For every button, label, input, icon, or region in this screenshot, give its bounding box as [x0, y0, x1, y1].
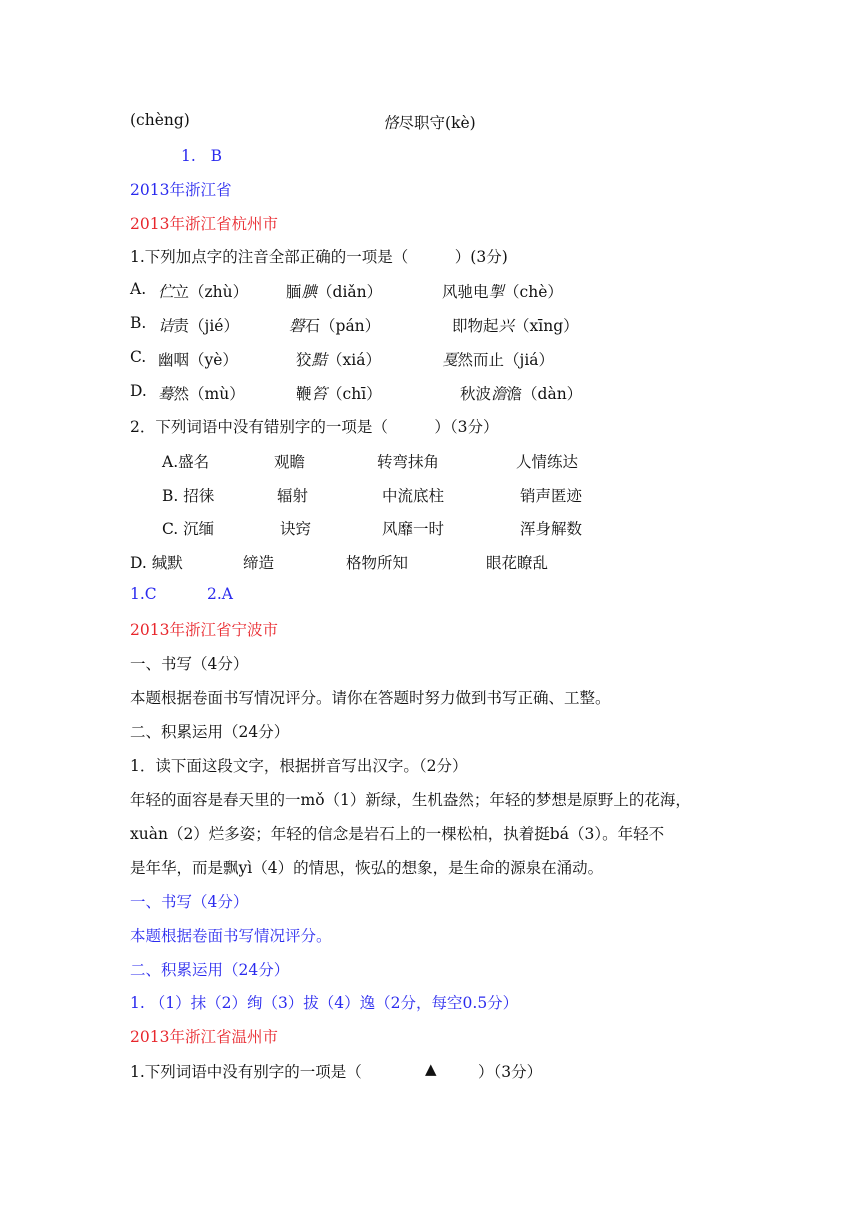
nb-passage-line-2: xuàn（2）烂多姿；年轻的信念是岩石上的一棵松柏，执着挺bá（3）。年轻不 [130, 825, 665, 843]
heading-wenzhou: 2013年浙江省温州市 [130, 1028, 278, 1046]
hz-option-d: D. 蓦然（mù） 鞭笞（chī） 秋波澹澹（dàn） [130, 382, 583, 403]
nb-passage-line-3: 是年华，而是飘yì（4）的情思，恢弘的想象，是生命的源泉在涌动。 [130, 859, 604, 877]
pinyin-cheng: (chèng) [130, 111, 190, 129]
hz-question-2: 2．下列词语中没有错别字的一项是（ ）（3分） [130, 418, 499, 436]
nb-passage-line-1: 年轻的面容是春天里的一mǒ（1）新绿，生机盎然；年轻的梦想是原野上的花海， [130, 791, 691, 809]
idiom-kejin: 恪尽职守(kè) [383, 114, 476, 132]
nb-question-1: 1．读下面这段文字，根据拼音写出汉字。（2分） [130, 757, 468, 775]
nb-answer-section-1: 一、书写（4分） [130, 893, 249, 911]
heading-zhejiang: 2013年浙江省 [130, 181, 232, 199]
hz-option-b: B. 诘责（jié） 磐石（pán） 即物起兴（xīng） [130, 314, 579, 335]
answer-b: 1. B [181, 147, 222, 165]
hz-answers: 1.C 2.A [130, 585, 233, 603]
nb-section-2: 二、积累运用（24分） [130, 723, 290, 741]
hz-q2-option-c: C. 沉缅 诀窍 风靡一时 浑身解数 [162, 520, 583, 538]
nb-section-1: 一、书写（4分） [130, 655, 249, 673]
hz-option-c: C. 幽咽（yè） 狡黠（xiá） 戛然而止（jiá） [130, 348, 555, 369]
nb-answer-question-1: 1. （1）抹（2）绚（3）拔（4）逸（2分，每空0.5分） [130, 994, 519, 1012]
wz-question-1: 1.下列词语中没有别字的一项是（ ▲ ）（3分） [130, 1060, 543, 1081]
nb-answer-section-2: 二、积累运用（24分） [130, 961, 290, 979]
hz-q2-option-b: B. 招徕 辐射 中流底柱 销声匿迹 [162, 487, 583, 505]
heading-ningbo: 2013年浙江省宁波市 [130, 621, 278, 639]
heading-hangzhou: 2013年浙江省杭州市 [130, 215, 278, 233]
hz-option-a: A. 伫立（zhù） 腼腆（diǎn） 风驰电掣（chè） [130, 280, 563, 301]
hz-question-1: 1.下列加点字的注音全部正确的一项是（ ）(3分) [130, 248, 508, 266]
hz-q2-option-a: A.盛名 观瞻 转弯抹角 人情练达 [162, 453, 579, 471]
hz-q2-option-d: D. 缄默 缔造 格物所知 眼花瞭乱 [130, 554, 549, 572]
top-line [0, 111, 860, 133]
nb-section-1-text: 本题根据卷面书写情况评分。请你在答题时努力做到书写正确、工整。 [130, 689, 611, 707]
dotted-char: 恪 [383, 114, 399, 132]
nb-answer-section-1-text: 本题根据卷面书写情况评分。 [130, 927, 332, 945]
triangle-mark-icon: ▲ [425, 1060, 437, 1078]
